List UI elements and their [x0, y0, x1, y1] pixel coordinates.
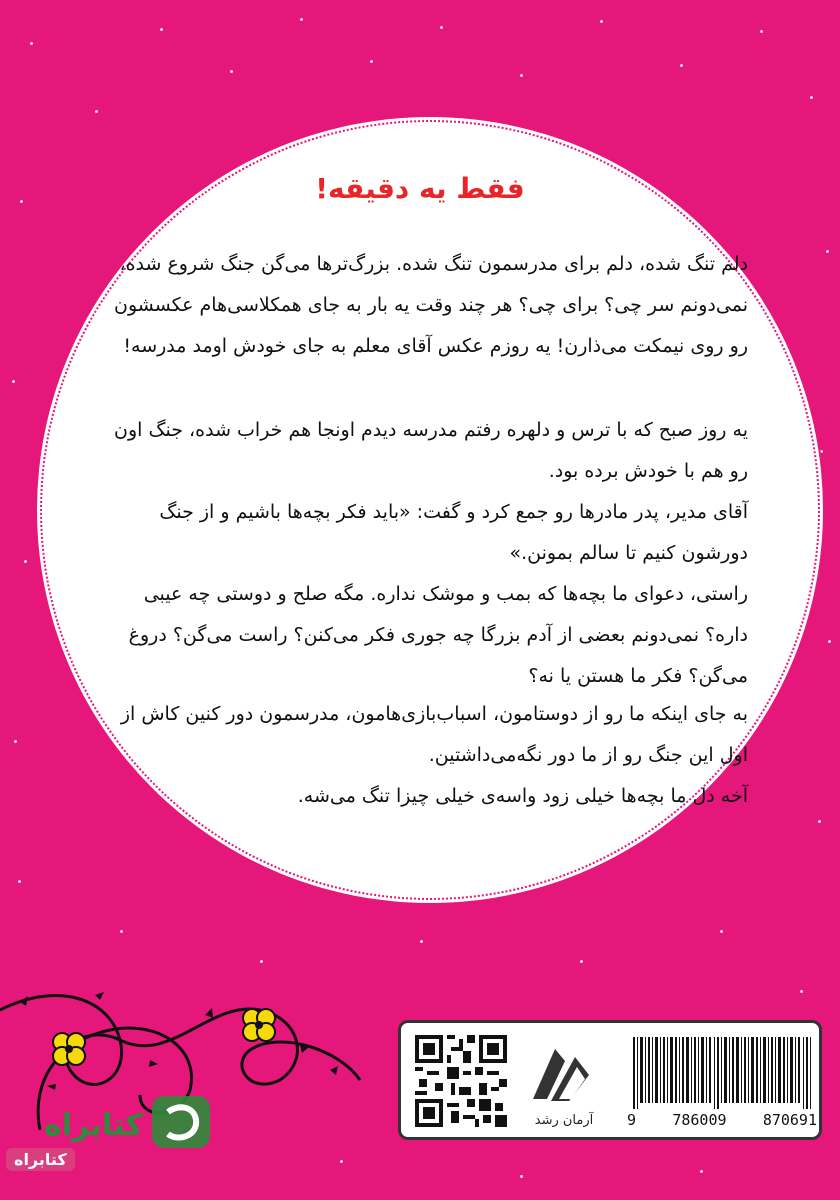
paragraph-3: آقای مدیر، پدر مادرها رو جمع کرد و گفت: «باید فکر بچه‌ها باشیم و از جنگ دورشون کنیم تا سالم بمونن.» [159, 501, 748, 564]
paragraph-4: راستی، دعوای ما بچه‌ها که بمب و موشک نداره. مگه صلح و دوستی چه عیبی داره؟ نمی‌دونم بعضی از آدم بزرگا چه جوری فکر می‌کنن؟ راست می‌گن؟ دروغ می‌گن؟ فکر ما هستن یا نه؟ [128, 583, 748, 687]
barcode-icon [633, 1037, 813, 1109]
watermark-text-small: کتابراه [6, 1148, 75, 1171]
paragraph-2: یه روز صبح که با ترس و دلهره رفتم مدرسه دیدم اونجا هم خراب شده، جنگ اون رو هم با خودش برده بود. [114, 419, 748, 482]
isbn-digit-group: 786009 [672, 1111, 727, 1129]
paragraph-6: آخه دل ما بچه‌ها خیلی زود واسه‌ی خیلی چیزا تنگ می‌شه. [297, 785, 748, 807]
paragraph-5: به جای اینکه ما رو از دوستامون، اسباب‌بازی‌هامون، مدرسمون دور کنین کاش از اول این جنگ رو از ما دور نگه‌می‌داشتین. [120, 703, 748, 766]
isbn-digit-group: 870691 [762, 1111, 817, 1129]
qr-code-icon [415, 1035, 507, 1127]
watermark-text-large: کتابراه [44, 1108, 143, 1143]
publisher-name: آرمان رشد [534, 1113, 594, 1128]
isbn-digit-group: 9 [627, 1111, 637, 1129]
paragraph-1: دلم تنگ شده، دلم برای مدرسمون تنگ شده. بزرگ‌ترها می‌گن جنگ شروع شده، نمی‌دونم سر چی؟ برای چی؟ هر چند وقت یه بار به جای همکلاسی‌هام عکسشون رو روی نیمکت می‌ذارن! یه روزم عکس آقای معلم به جای خودش اومد مدرسه! [114, 253, 748, 357]
back-cover-info-box [398, 1020, 822, 1140]
isbn-number [627, 1111, 817, 1129]
publisher-logo [525, 1039, 597, 1109]
page-title: فقط یه دقیقه! [315, 172, 525, 205]
